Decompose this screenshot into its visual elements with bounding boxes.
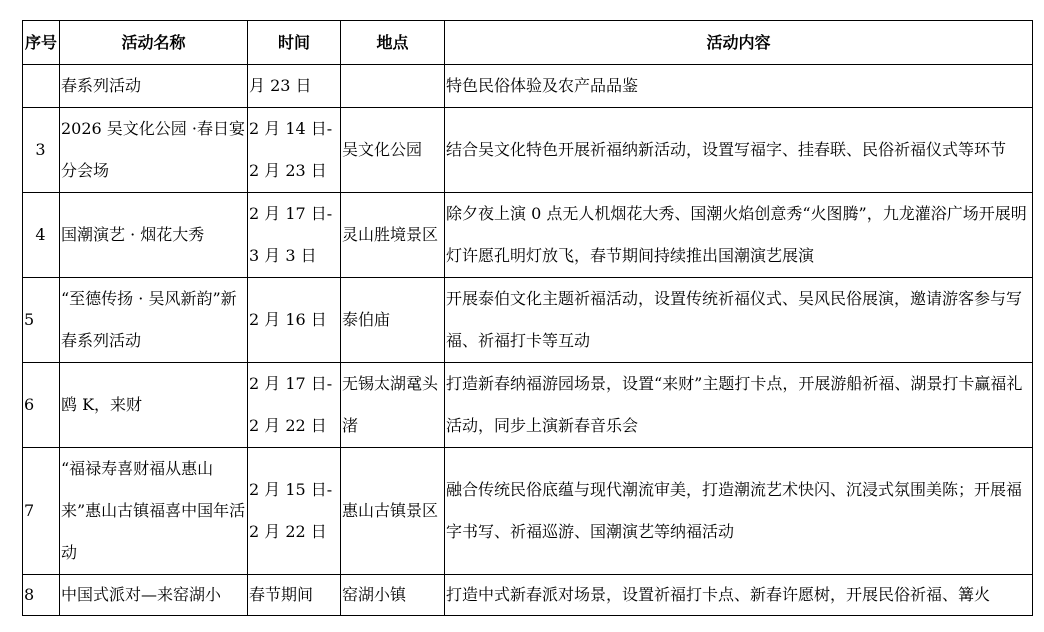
row-time: 2 月 14 日-2 月 23 日 xyxy=(248,108,341,193)
header-place: 地点 xyxy=(341,21,445,65)
row-no: 8 xyxy=(23,575,60,616)
row-name: 2026 吴文化公园 ·春日宴分会场 xyxy=(60,108,248,193)
row-no: 4 xyxy=(23,193,60,278)
row-place: 吴文化公园 xyxy=(341,108,445,193)
table-row xyxy=(23,108,1033,193)
row-no: 3 xyxy=(23,108,60,193)
table-row xyxy=(23,193,1033,278)
header-no: 序号 xyxy=(23,21,60,65)
row-time: 春节期间 xyxy=(248,575,341,616)
header-time: 时间 xyxy=(248,21,341,65)
row-no: 5 xyxy=(23,278,60,363)
row-name: “福禄寿喜财福从惠山来”惠山古镇福喜中国年活动 xyxy=(60,448,248,575)
row-time: 月 23 日 xyxy=(248,65,341,108)
row-content: 除夕夜上演 0 点无人机烟花大秀、国潮火焰创意秀“火图腾”，九龙灌浴广场开展明灯许愿孔明灯放飞，春节期间持续推出国潮演艺展演 xyxy=(445,193,1033,278)
header-name: 活动名称 xyxy=(60,21,248,65)
row-content: 结合吴文化特色开展祈福纳新活动，设置写福字、挂春联、民俗祈福仪式等环节 xyxy=(445,108,1033,193)
row-content: 打造新春纳福游园场景，设置“来财”主题打卡点，开展游船祈福、湖景打卡赢福礼活动，同步上演新春音乐会 xyxy=(445,363,1033,448)
events-table xyxy=(22,20,1033,616)
row-no: 6 xyxy=(23,363,60,448)
row-content: 融合传统民俗底蕴与现代潮流审美，打造潮流艺术快闪、沉浸式氛围美陈；开展福字书写、祈福巡游、国潮演艺等纳福活动 xyxy=(445,448,1033,575)
table-row xyxy=(23,278,1033,363)
row-name: “至德传扬 · 吴风新韵”新春系列活动 xyxy=(60,278,248,363)
row-content: 打造中式新春派对场景，设置祈福打卡点、新春许愿树，开展民俗祈福、篝火 xyxy=(445,575,1033,616)
row-time: 2 月 17 日-3 月 3 日 xyxy=(248,193,341,278)
table-header-row xyxy=(23,21,1033,65)
row-no: 7 xyxy=(23,448,60,575)
table-row xyxy=(23,575,1033,616)
row-content: 开展泰伯文化主题祈福活动，设置传统祈福仪式、吴风民俗展演，邀请游客参与写福、祈福打卡等互动 xyxy=(445,278,1033,363)
row-time: 2 月 16 日 xyxy=(248,278,341,363)
table-row xyxy=(23,448,1033,575)
header-content: 活动内容 xyxy=(445,21,1033,65)
row-place: 窑湖小镇 xyxy=(341,575,445,616)
row-name: 国潮演艺 · 烟花大秀 xyxy=(60,193,248,278)
row-place: 泰伯庙 xyxy=(341,278,445,363)
row-place: 灵山胜境景区 xyxy=(341,193,445,278)
table-row xyxy=(23,65,1033,108)
row-name: 中国式派对—来窑湖小 xyxy=(60,575,248,616)
row-content: 特色民俗体验及农产品品鉴 xyxy=(445,65,1033,108)
row-time: 2 月 17 日-2 月 22 日 xyxy=(248,363,341,448)
row-place: 无锡太湖鼋头渚 xyxy=(341,363,445,448)
row-name: 鸥 K，来财 xyxy=(60,363,248,448)
row-place xyxy=(341,65,445,108)
row-name: 春系列活动 xyxy=(60,65,248,108)
row-time: 2 月 15 日-2 月 22 日 xyxy=(248,448,341,575)
row-no xyxy=(23,65,60,108)
row-place: 惠山古镇景区 xyxy=(341,448,445,575)
table-row xyxy=(23,363,1033,448)
